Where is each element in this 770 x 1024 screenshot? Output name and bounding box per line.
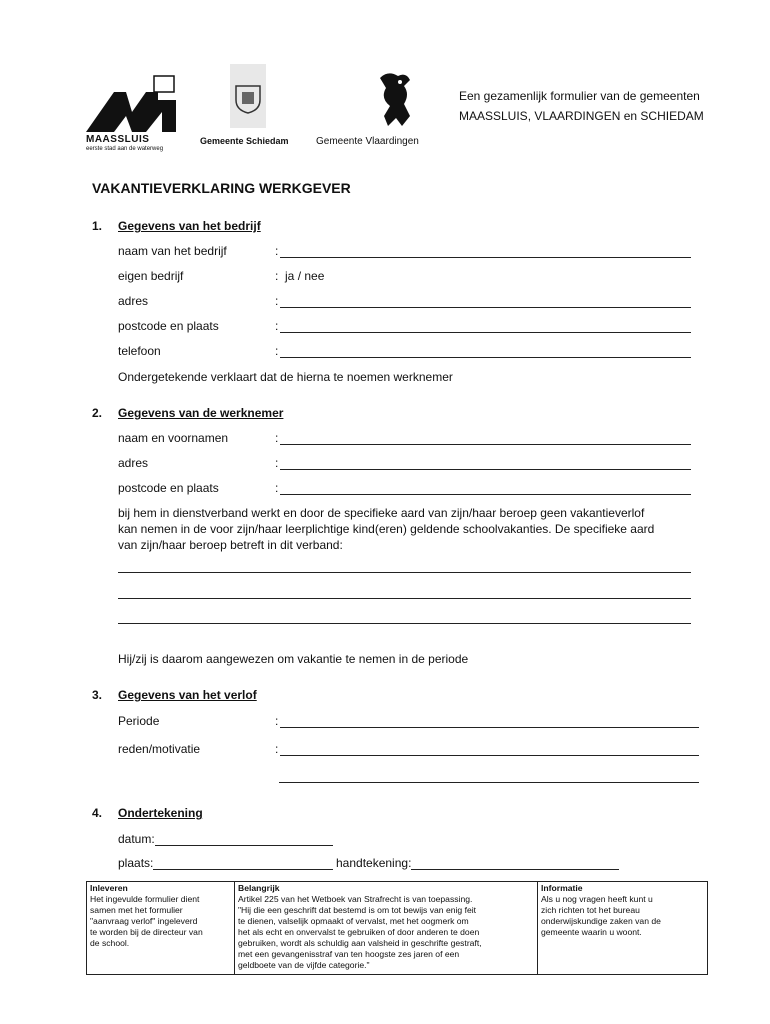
vacation-period-statement: Hij/zij is daarom aangewezen om vakantie te nemen in de periode <box>118 652 469 666</box>
company-address-field[interactable]: : <box>275 294 691 308</box>
section1-title: Gegevens van het bedrijf <box>118 219 261 233</box>
reason-field[interactable]: : <box>275 742 699 756</box>
employee-address-field[interactable]: : <box>275 456 691 470</box>
company-phone-label: telefoon <box>118 344 161 358</box>
paragraph-line3: van zijn/haar beroep betreft in dit verband: <box>118 538 343 552</box>
date-label: datum: <box>118 832 155 846</box>
informatie-heading: Informatie <box>541 883 583 893</box>
company-address-label: adres <box>118 294 149 308</box>
paragraph-line2: kan nemen in de voor zijn/haar leerplichtige kind(eren) geldende schoolvakanties. De specifieke aard <box>118 522 655 536</box>
own-company-options[interactable]: ja / nee <box>285 269 325 283</box>
page-title: VAKANTIEVERKLARING WERKGEVER <box>92 180 351 196</box>
reason-line-2[interactable] <box>279 781 699 783</box>
footer-table <box>86 881 708 975</box>
belangrijk-line: het als echt en onvervalst te gebruiken of door anderen te doen <box>238 927 480 937</box>
inleveren-line: de school. <box>90 938 130 948</box>
belangrijk-line: "Hij die een geschrift dat bestemd is om tot bewijs van enig feit <box>238 905 477 915</box>
section3-number: 3. <box>92 688 103 702</box>
section2-title: Gegevens van de werknemer <box>118 406 284 420</box>
own-company-label: eigen bedrijf <box>118 269 184 283</box>
belangrijk-line: gebruiken, wordt als schuldig aan valsheid in geschrifte gestraft, <box>238 938 482 948</box>
section4-number: 4. <box>92 806 103 820</box>
section4-title: Ondertekening <box>118 806 203 820</box>
lion-icon <box>370 68 422 130</box>
inleveren-line: "aanvraag verlof" ingeleverd <box>90 916 198 926</box>
informatie-line: onderwijskundige zaken van de <box>541 916 661 926</box>
belangrijk-line: Artikel 225 van het Wetboek van Strafrecht is van toepassing. <box>238 894 473 904</box>
employee-postcode-field[interactable]: : <box>275 481 691 495</box>
reason-label: reden/motivatie <box>118 742 201 756</box>
profession-line-1[interactable] <box>118 571 691 573</box>
company-name-label: naam van het bedrijf <box>118 244 227 258</box>
informatie-line: Als u nog vragen heeft kunt u <box>541 894 653 904</box>
section2-number: 2. <box>92 406 103 420</box>
belangrijk-heading: Belangrijk <box>238 883 280 893</box>
footer-inleveren <box>87 882 235 975</box>
belangrijk-line: met een gevangenisstraf van ten hoogste zes jaren of een <box>238 949 460 959</box>
own-company-field[interactable]: : ja / nee <box>275 269 325 283</box>
maassluis-mark-icon <box>84 72 184 138</box>
period-label: Periode <box>118 714 160 728</box>
inleveren-line: te worden bij de directeur van <box>90 927 203 937</box>
belangrijk-line: te dienen, valselijk opmaakt of vervalst, met het oogmerk om <box>238 916 469 926</box>
vlaardingen-name: Gemeente Vlaardingen <box>316 136 419 147</box>
signature-field[interactable] <box>336 856 619 870</box>
informatie-line: gemeente waarin u woont. <box>541 927 642 937</box>
header-note-line1: Een gezamenlijk formulier van de gemeenten <box>459 89 700 103</box>
inleveren-heading: Inleveren <box>90 883 128 893</box>
company-phone-field[interactable]: : <box>275 344 691 358</box>
profession-line-2[interactable] <box>118 597 691 599</box>
maassluis-name: MAASSLUIS <box>86 134 150 145</box>
schiedam-logo <box>200 64 296 150</box>
informatie-line: zich richten tot het bureau <box>541 905 640 915</box>
maassluis-logo <box>84 72 184 156</box>
header-note-line2: MAASSLUIS, VLAARDINGEN en SCHIEDAM <box>459 109 704 123</box>
signature-label: handtekening: <box>336 856 412 870</box>
company-postcode-field[interactable]: : <box>275 319 691 333</box>
belangrijk-line: geldboete van de vijfde categorie." <box>238 960 370 970</box>
section3-title: Gegevens van het verlof <box>118 688 257 702</box>
employee-name-label: naam en voornamen <box>118 431 229 445</box>
paragraph-line1: bij hem in dienstverband werkt en door de specifieke aard van zijn/haar beroep geen vakantieverlof <box>118 506 645 520</box>
inleveren-line: Het ingevulde formulier dient <box>90 894 200 904</box>
employee-address-label: adres <box>118 456 149 470</box>
section1-number: 1. <box>92 219 103 233</box>
header-note <box>459 86 704 126</box>
maassluis-tagline: eerste stad aan de waterweg <box>86 146 164 152</box>
place-field[interactable] <box>118 856 333 870</box>
schiedam-crest-icon <box>234 84 262 114</box>
profession-line-3[interactable] <box>118 622 691 624</box>
company-postcode-label: postcode en plaats <box>118 319 219 333</box>
vlaardingen-logo <box>314 68 434 152</box>
schiedam-name: Gemeente Schiedam <box>200 136 289 146</box>
period-field[interactable]: : <box>275 714 699 728</box>
employee-name-field[interactable]: : <box>275 431 691 445</box>
footer-belangrijk <box>235 882 538 975</box>
place-label: plaats: <box>118 856 154 870</box>
employee-postcode-label: postcode en plaats <box>118 481 219 495</box>
profession-paragraph <box>118 505 708 553</box>
date-field[interactable] <box>118 832 333 846</box>
company-name-field[interactable]: : <box>275 244 691 258</box>
inleveren-line: samen met het formulier <box>90 905 183 915</box>
footer-informatie <box>538 882 708 975</box>
employer-statement: Ondergetekende verklaart dat de hierna te noemen werknemer <box>118 370 453 384</box>
